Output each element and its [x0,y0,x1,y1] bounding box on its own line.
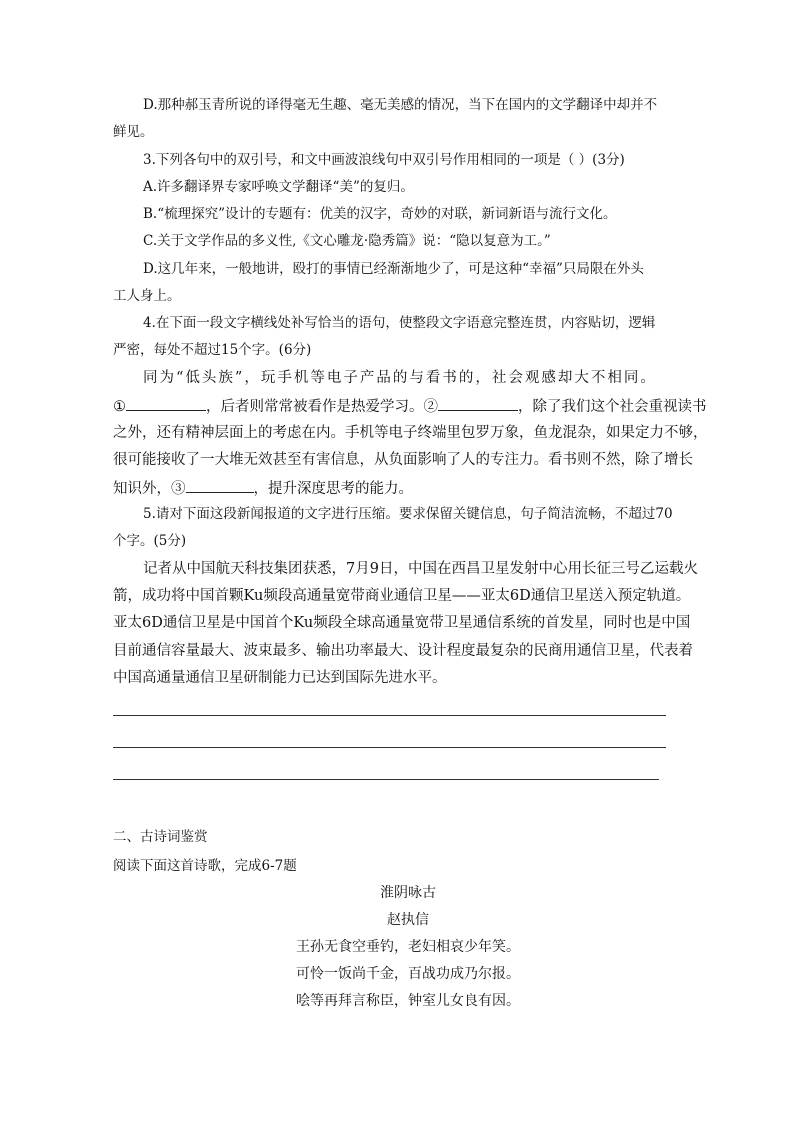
blank-1[interactable] [126,396,206,411]
q4-stem-line1: 4.在下面一段文字横线处补写恰当的语句，使整段文字语意完整连贯，内容贴切，逻辑 [143,315,656,331]
poem-author: 赵执信 [387,912,429,928]
poem-title: 淮阴咏古 [380,885,436,901]
q3-option-a: A.许多翻译界专家呼唤文学翻译“美”的复归。 [143,179,414,195]
answer-line-3[interactable] [113,779,659,780]
q4-paragraph-line5 [113,478,413,498]
q5-news-line1: 记者从中国航天科技集团获悉，7月9日，中国在西昌卫星发射中心用长征三号乙运载火 [143,561,698,577]
q2-option-d-line2: 鲜见。 [113,124,154,140]
q5-stem-line2: 个字。(5分) [113,533,187,549]
blank-2-marker: ② [423,399,438,415]
q3-option-d-line2: 工人身上。 [113,288,181,304]
q3-stem: 3.下列各句中的双引号，和文中画波浪线句中双引号作用相同的一项是（ ）(3分) [143,152,625,168]
blank-3-marker: ③ [171,481,186,497]
poem-line-3: 哙等再拜言称臣，钟室儿女良有因。 [296,993,520,1009]
q4-paragraph-line5-a: 知识外， [113,481,171,497]
q5-news-line3: 亚太6D通信卫星是中国首个Ku频段全球高通量宽带卫星通信系统的首发星，同时也是中国 [113,615,691,631]
q4-paragraph-line5-b: ，提升深度思考的能力。 [253,481,413,497]
q4-paragraph-line4: 很可能接收了一大堆无效甚至有害信息，从负面影响了人的专注力。看书则不然，除了增长 [113,452,693,468]
q4-paragraph-line2 [113,396,707,416]
poem-line-2: 可怜一饭尚千金，百战功成乃尔报。 [296,966,520,982]
q4-paragraph-line1: 同为“低头族”，玩手机等电子产品的与看书的，社会观感却大不相同。 [143,370,657,386]
section2-instruction: 阅读下面这首诗歌，完成6-7题 [113,858,297,874]
blank-3[interactable] [186,478,254,493]
q5-stem-line1: 5.请对下面这段新闻报道的文字进行压缩。要求保留关键信息，句子简洁流畅，不超过70 [143,506,673,522]
q4-paragraph-line2-b: ，除了我们这个社会重视读书 [518,399,707,415]
blank-1-marker: ① [113,399,126,415]
section2-heading: 二、古诗词鉴赏 [113,829,208,845]
q3-option-d-line1: D.这几年来，一般地讲，殴打的事情已经渐渐地少了，可是这种“幸福”只局限在外头 [143,261,644,277]
q2-option-d-line1: D.那种郝玉青所说的译得毫无生趣、毫无美感的情况，当下在国内的文学翻译中却并不 [143,97,658,113]
q4-paragraph-line2-a: ，后者则常常被看作是热爱学习。 [206,399,424,415]
blank-2[interactable] [438,396,518,411]
poem-line-1: 王孙无食空垂钓，老妇相哀少年笑。 [296,939,520,955]
q4-paragraph-line3: 之外，还有精神层面上的考虑在内。手机等电子终端里包罗万象，鱼龙混杂，如果定力不够， [113,425,708,441]
answer-line-1[interactable] [113,715,666,716]
q5-news-line4: 目前通信容量最大、波束最多、输出功率最大、设计程度最复杂的民商用通信卫星，代表着 [113,643,693,659]
q3-option-c: C.关于文学作品的多义性,《文心雕龙·隐秀篇》说：“隐以复意为工。” [143,233,551,249]
q5-news-line2: 箭，成功将中国首颗Ku频段高通量宽带商业通信卫星——亚太6D通信卫星送入预定轨道。 [113,588,691,604]
q3-option-b: B.“梳理探究”设计的专题有：优美的汉字，奇妙的对联，新词新语与流行文化。 [143,206,617,222]
answer-line-2[interactable] [113,747,666,748]
q4-stem-line2: 严密，每处不超过15个字。(6分) [113,342,312,358]
q5-news-line5: 中国高通量通信卫星研制能力已达到国际先进水平。 [113,670,447,686]
